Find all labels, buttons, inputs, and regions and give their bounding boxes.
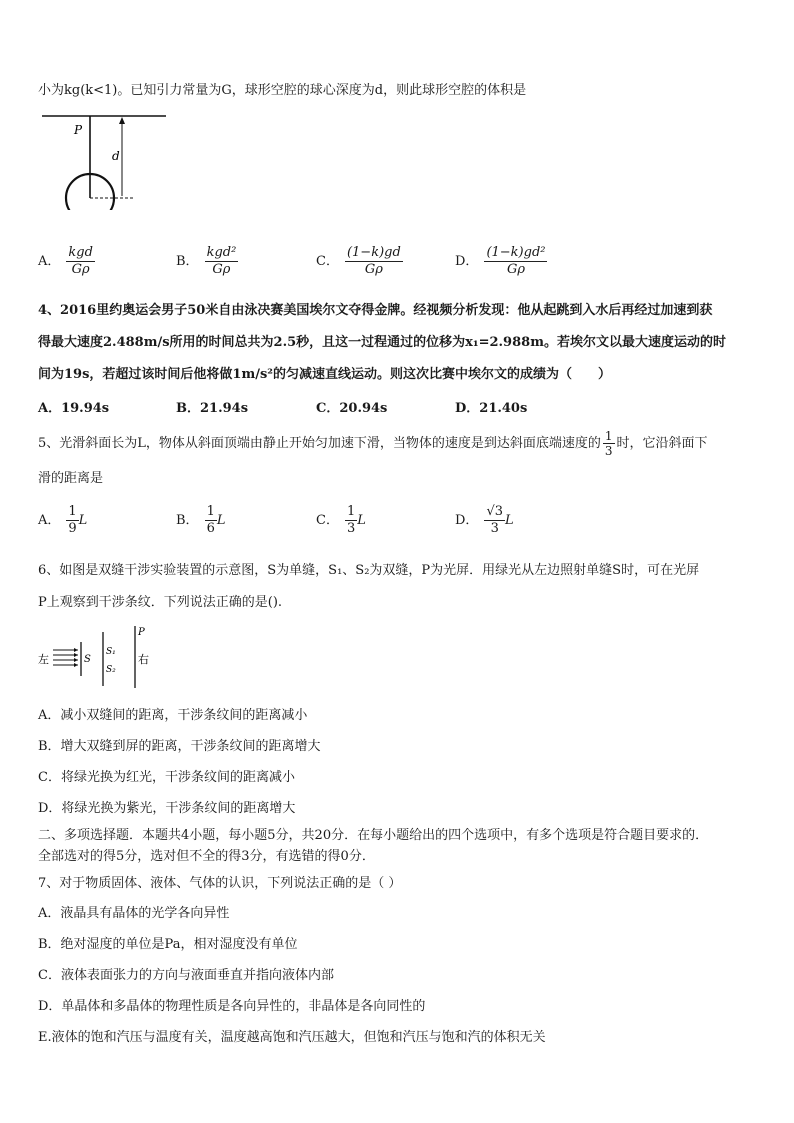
q6-double-slit-figure [38, 624, 158, 690]
q4-option-d: D．21.40s [455, 401, 528, 416]
q6-fig-label-s2: S₂ [106, 665, 116, 675]
q7-option-c: C．液体表面张力的方向与液面垂直并指向液体内部 [38, 968, 334, 983]
q5-option-a: A． $\frac{1}{9}$ L [38, 504, 88, 536]
q3-option-d: D． $\frac{\text{(1−k)gd²}}{G\rho}$ [455, 245, 546, 277]
q3-option-a-num: kgd [68, 245, 93, 260]
q5-stem-line-1: 5、光滑斜面长为L，物体从斜面顶端由静止开始匀加速下滑，当物体的速度是到达斜面底端速度的 $\frac{1}{3}$ 时，它沿斜面下 [38, 429, 708, 458]
q6-option-b: B．增大双缝到屏的距离，干涉条纹间的距离增大 [38, 739, 321, 754]
q5-inline-frac-num: 1 [604, 429, 613, 443]
q3-option-a: A． $\frac{\text{kgd}}{G\rho}$ [38, 245, 93, 277]
q4-stem-line-3: 间为19s，若超过该时间后他将做1m/s²的匀减速直线运动。则这次比赛中埃尔文的成绩为（ ） [38, 367, 611, 382]
q5-option-d: D． $\frac{√3}{3}$ L [455, 504, 514, 536]
q7-option-a: A．液晶具有晶体的光学各向异性 [38, 906, 230, 921]
section2-instructions-line-2: 全部选对的得5分，选对但不全的得3分，有选错的得0分． [38, 849, 375, 864]
q6-option-a: A．减小双缝间的距离，干涉条纹间的距离减小 [38, 708, 308, 723]
q7-stem: 7、对于物质固体、液体、气体的认识，下列说法正确的是（ ） [38, 876, 402, 891]
q6-option-d: D．将绿光换为紫光，干涉条纹间的距离增大 [38, 801, 296, 816]
q3-option-c-num: (1−k)gd [346, 245, 401, 260]
q3-stem-tail: 小为kg(k<1)。已知引力常量为G，球形空腔的球心深度为d，则此球形空腔的体积是 [38, 83, 527, 98]
q3-option-d-den: Gρ [506, 262, 525, 277]
q5-option-b: B． $\frac{1}{6}$ L [176, 504, 226, 536]
q3-option-d-num: (1−k)gd² [486, 245, 546, 260]
q6-fig-label-right: 右 [138, 653, 149, 666]
q3-option-b: B． $\frac{\text{kgd²}}{G\rho}$ [176, 245, 237, 277]
q7-option-d: D．单晶体和多晶体的物理性质是各向异性的，非晶体是各向同性的 [38, 999, 426, 1014]
q3-fig-label-d: d [112, 149, 120, 163]
q6-stem-line-2: P上观察到干涉条纹．下列说法正确的是(). [38, 595, 283, 610]
q3-option-c: C． $\frac{(1-k)gd}{G\rho}$ [316, 245, 401, 277]
q4-option-b: B．21.94s [176, 401, 249, 416]
q3-option-a-den: Gρ [71, 262, 90, 277]
q5-option-c: C． $\frac{1}{3}$ L [316, 504, 366, 536]
q3-option-c-den: Gρ [364, 262, 383, 277]
section2-instructions-line-1: 二、多项选择题．本题共4小题，每小题5分，共20分．在每小题给出的四个选项中，有多个选项是符合题目要求的． [38, 828, 709, 843]
q5-stem-line-2: 滑的距离是 [38, 471, 104, 486]
q3-fig-label-p: P [74, 123, 83, 137]
q6-fig-label-p: P [138, 627, 145, 638]
q6-fig-label-s: S [84, 654, 91, 665]
q3-cavity-figure [38, 110, 170, 210]
q6-option-c: C．将绿光换为红光，干涉条纹间的距离减小 [38, 770, 295, 785]
q7-option-e: E.液体的饱和汽压与温度有关，温度越高饱和汽压越大，但饱和汽压与饱和汽的体积无关 [38, 1030, 546, 1045]
q4-stem-line-2: 得最大速度2.488m/s所用的时间总共为2.5秒，且这一过程通过的位移为x₁=2.988m。若埃尔文以最大速度运动的时 [38, 335, 726, 350]
q3-option-b-den: Gρ [212, 262, 231, 277]
q6-stem-line-1: 6、如图是双缝干涉实验装置的示意图，S为单缝，S₁、S₂为双缝，P为光屏．用绿光从左边照射单缝S时，可在光屏 [38, 563, 700, 578]
q6-fig-label-s1: S₁ [106, 647, 116, 657]
q4-option-c: C．20.94s [316, 401, 388, 416]
q3-option-b-num: kgd² [206, 245, 237, 260]
q5-inline-frac-den: 3 [604, 444, 613, 458]
q4-option-a: A．19.94s [38, 401, 110, 416]
q4-stem-line-1: 4、2016里约奥运会男子50米自由泳决赛美国埃尔文夺得金牌。经视频分析发现：他从起跳到入水后再经过加速到获 [38, 303, 713, 318]
q7-option-b: B．绝对湿度的单位是Pa，相对湿度没有单位 [38, 937, 298, 952]
q6-fig-label-left: 左 [38, 653, 49, 666]
